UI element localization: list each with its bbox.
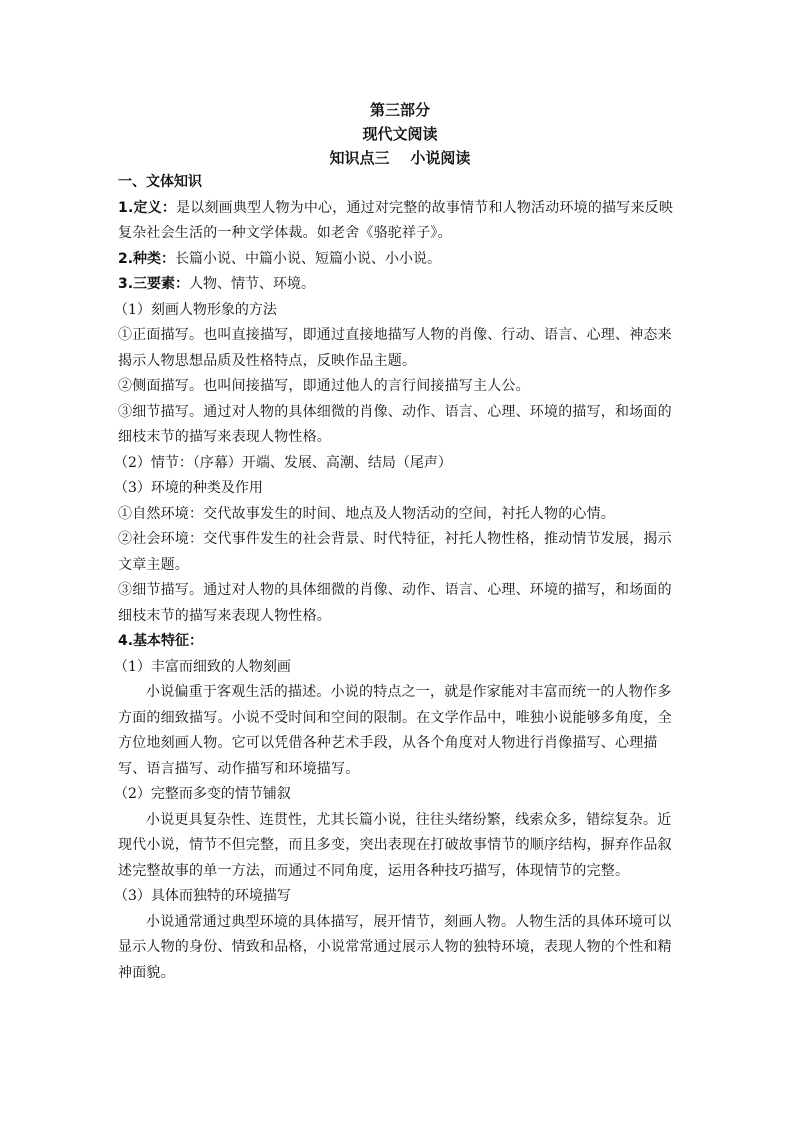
feature-3-title: （3）具体而独特的环境描写 bbox=[114, 888, 291, 904]
document-page bbox=[114, 98, 682, 986]
elements-label: 3.三要素： bbox=[118, 276, 190, 292]
char-method-item: ③细节描写。通过对人物的具体细微的肖像、动作、语言、心理、环境的描写，和场面的细枝末节的描写来表现人物性格。 bbox=[118, 403, 672, 445]
char-method-item: ②侧面描写。也叫间接描写，即通过他人的言行间接描写主人公。 bbox=[118, 378, 530, 394]
definition-label: 1.定义： bbox=[118, 199, 177, 216]
elements-line bbox=[118, 272, 682, 298]
heading-genre-knowledge: 一、文体知识 bbox=[118, 174, 202, 190]
elements-text: 人物、情节、环境。 bbox=[189, 276, 316, 292]
features-label: 4.基本特征： bbox=[118, 633, 204, 649]
definition-paragraph bbox=[118, 196, 682, 247]
definition-text: 是以刻画典型人物为中心，通过对完整的故事情节和人物活动环境的描写来反映复杂社会生活的一种文学体裁。如老舍《骆驼祥子》。 bbox=[118, 199, 674, 241]
feature-3-text: 小说通常通过典型环境的具体描写，展开情节，刻画人物。人物生活的具体环境可以显示人物的身份、情致和品格，小说常常通过展示人物的独特环境，表现人物的个性和精神面貌。 bbox=[118, 913, 672, 981]
feature-1-title: （1）丰富而细致的人物刻画 bbox=[114, 658, 291, 675]
env-item: ③细节描写。通过对人物的具体细微的肖像、动作、语言、心理、环境的描写，和场面的细枝末节的描写来表现人物性格。 bbox=[118, 582, 672, 624]
char-method-item: ①正面描写。也叫直接描写，即通过直接地描写人物的肖像、行动、语言、心理、神态来揭示人物思想品质及性格特点，反映作品主题。 bbox=[118, 327, 672, 369]
part-title: 第三部分 bbox=[369, 101, 430, 119]
kinds-text: 长篇小说、中篇小说、短篇小说、小小说。 bbox=[175, 250, 442, 267]
env-item: ①自然环境：交代故事发生的时间、地点及人物活动的空间，衬托人物的心情。 bbox=[118, 505, 615, 522]
feature-2-text: 小说更具复杂性、连贯性，尤其长篇小说，往往头绪纷繁，线索众多，错综复杂。近现代小说，情节不但完整，而且多变，突出表现在打破故事情节的顺序结构，摒弃作品叙述完整故事的单一方法，而通过不同角度，运用各种技巧描写，体现情节的完整。 bbox=[118, 811, 672, 879]
env-title: （3）环境的种类及作用 bbox=[114, 480, 263, 496]
section-title: 现代文阅读 bbox=[362, 125, 438, 143]
char-methods-title: （1）刻画人物形象的方法 bbox=[114, 301, 277, 318]
topic-title: 知识点三 小说阅读 bbox=[329, 149, 471, 167]
plot-line: （2）情节：（序幕）开端、发展、高潮、结局（尾声） bbox=[114, 454, 452, 471]
env-item: ②社会环境：交代事件发生的社会背景、时代特征，衬托人物性格，推动情节发展，揭示文章主题。 bbox=[118, 531, 672, 573]
feature-1-text: 小说偏重于客观生活的描述。小说的特点之一，就是作家能对丰富而统一的人物作多方面的细致描写。小说不受时间和空间的限制。在文学作品中，唯独小说能够多角度，全方位地刻画人物。它可以凭借各种艺术手段，从各个角度对人物进行肖像描写、心理描写、语言描写、动作描写和环境描写。 bbox=[118, 684, 672, 777]
feature-2-title: （2）完整而多变的情节铺叙 bbox=[114, 786, 291, 802]
kinds-line bbox=[118, 247, 682, 273]
kinds-label: 2.种类： bbox=[118, 250, 176, 267]
